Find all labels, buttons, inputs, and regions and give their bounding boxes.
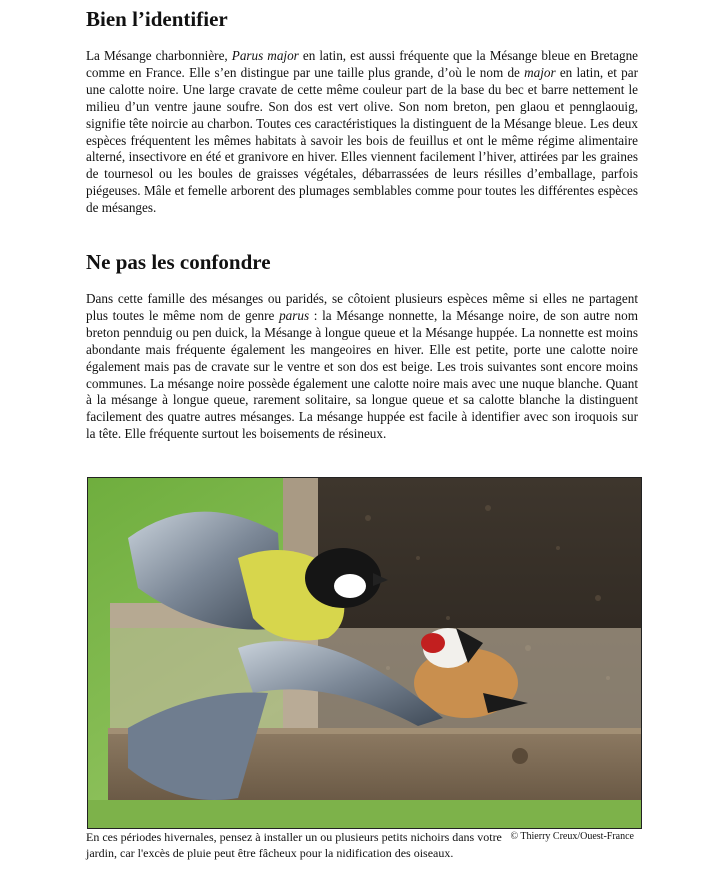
paragraph-confondre: Dans cette famille des mésanges ou paridés, se côtoient plusieurs espèces même si elles ne partagent plus toutes le même nom de genre parus : la Mésange nonnette, la Mésange noire, de son autre nom breton pennduig ou pen duick, la Mésange à longue queue et la Mésange huppée. La nonnette est moins abondante mais fréquente également les mangeoires en hiver. Elle est petite, porte une calotte noire également mais pas de cravate sur le ventre et son dos est beige. Les trois suivantes sont encore moins communes. La mésange noire possède également une calotte noire mais avec une nuque blanche. Quant à la mésange à longue queue, rarement solitaire, sa longue queue et sa calotte blanche la distinguent facilement des quatre autres mésanges. La mésange huppée est facile à identifier avec son iroquois sur la tête. Elle fréquente surtout les boisements de résineux. bbox=[86, 291, 638, 442]
tit-and-goldfinch-image bbox=[88, 478, 641, 828]
section-title-confondre: Ne pas les confondre bbox=[86, 250, 271, 274]
photo-caption: © Thierry Creux/Ouest-France En ces périodes hivernales, pensez à installer un ou plusieurs petits nichoirs dans votre jardin, car l'excès de pluie peut être fâcheux pour la nidification des oiseaux. bbox=[86, 830, 634, 860]
paragraph-identifier: La Mésange charbonnière, Parus major en latin, est aussi fréquente que la Mésange bleue en Bretagne comme en France. Elle s’en distingue par une taille plus grande, d’où le nom de major en latin, et par une calotte noire. Une large cravate de cette même couleur part de la base du bec et barre nettement le milieu d’un ventre jaune soufre. Son dos est vert olive. Son nom breton, pen glaou et pennglaouig, signifie tête noircie au charbon. Toutes ces caractéristiques la distinguent de la Mésange bleue. Les deux espèces fréquentent les mêmes habitats à savoir les bois de feuillus et ont le même régime alimentaire alterné, insectivore en été et granivore en hiver. Elles viennent facilement l’hiver, attirées par les graines de tournesol ou les boules de graisses végétales, débarrassées de leurs résilles d’emballage, parfois piégeuses. Mâle et femelle arborent des plumages semblables comme pour toutes les différentes espèces de mésanges. bbox=[86, 48, 639, 216]
photo-credit: © Thierry Creux/Ouest-France bbox=[510, 831, 634, 842]
bird-feeder-photo bbox=[87, 477, 642, 829]
section-title-identifier: Bien l’identifier bbox=[86, 7, 228, 31]
